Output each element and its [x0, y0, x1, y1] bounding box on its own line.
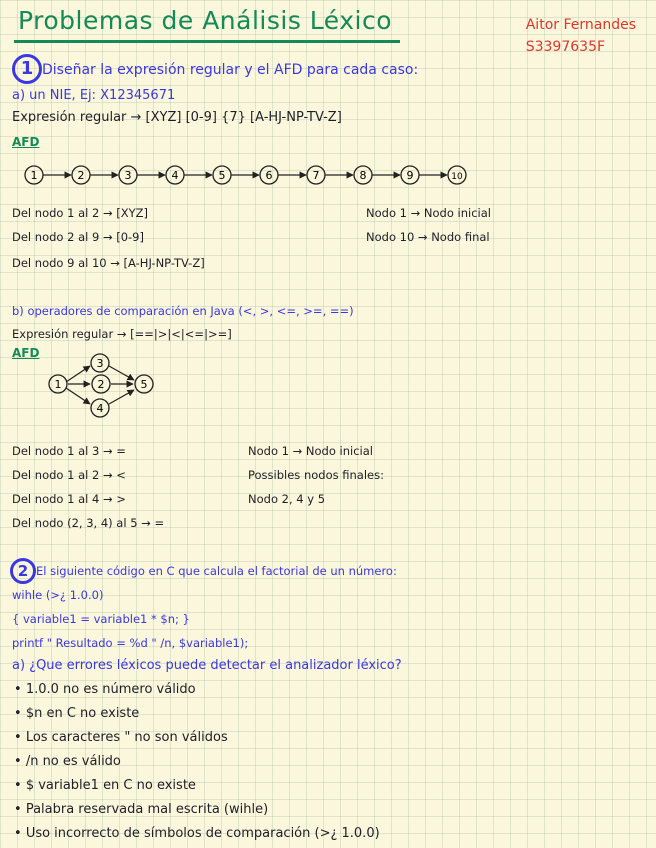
nie-node-label: 10: [451, 172, 463, 182]
part-a-transition-2: Del nodo 2 al 9 → [0-9]: [12, 230, 144, 244]
edge-1-4: [66, 388, 90, 404]
part-b-transition-2: Del nodo 1 al 2 → <: [12, 468, 126, 482]
title-underline: [14, 40, 400, 43]
part-a-regex: Expresión regular → [XYZ] [0-9] {7} [A-HJ-NP-TV-Z]: [12, 110, 342, 125]
part-a-transition-3: Del nodo 9 al 10 → [A-HJ-NP-TV-Z]: [12, 256, 205, 270]
answer-text: Los caracteres " no son válidos: [25, 730, 228, 745]
node-1-label: 1: [54, 378, 62, 391]
answer-item: [14, 778, 196, 793]
part-b-heading: b) operadores de comparación en Java (<, >, <=, >=, ==): [12, 304, 354, 318]
code-line-3: printf " Resultado = %d " /n, $variable1);: [12, 636, 249, 650]
nie-node-label: 4: [171, 169, 179, 182]
problem-2-statement: El siguiente código en C que calcula el factorial de un número:: [36, 564, 397, 578]
nie-node-label: 7: [312, 169, 320, 182]
answer-item: [14, 802, 268, 817]
answer-text: $n en C no existe: [25, 706, 140, 721]
part-b-transition-1: Del nodo 1 al 3 → =: [12, 444, 126, 458]
bullet-icon: •: [14, 706, 26, 721]
node-3-label: 3: [96, 357, 104, 370]
node-5-label: 5: [140, 378, 148, 391]
part-b-note-final-nodes: Nodo 2, 4 y 5: [248, 492, 326, 506]
edge-4-5: [109, 390, 134, 404]
part-b-afd-label: AFD: [12, 346, 40, 360]
problem-2-question: a) ¿Que errores léxicos puede detectar el analizador léxico?: [12, 658, 402, 673]
author-block: [526, 14, 636, 58]
code-line-1: wihle (>¿ 1.0.0): [12, 588, 104, 602]
bullet-icon: •: [14, 730, 26, 745]
part-a-note-final: Nodo 10 → Nodo final: [366, 230, 490, 244]
answer-item: [14, 706, 139, 721]
answer-text: Palabra reservada mal escrita (wihle): [25, 802, 269, 817]
author-id: S3397635F: [525, 39, 606, 55]
bullet-icon: •: [14, 754, 26, 769]
answer-item: [14, 730, 228, 745]
part-a-transition-1: Del nodo 1 al 2 → [XYZ]: [12, 206, 148, 220]
part-b-transition-3: Del nodo 1 al 4 → >: [12, 492, 126, 506]
bullet-icon: •: [14, 778, 26, 793]
page-title: Problemas de Análisis Léxico: [18, 6, 393, 35]
nie-node-label: 1: [30, 169, 38, 182]
answer-item: [14, 754, 121, 769]
nie-node-label: 3: [124, 169, 132, 182]
part-a-heading: a) un NIE, Ej: X12345671: [12, 88, 176, 103]
author-name: Aitor Fernandes: [525, 17, 636, 33]
edge-3-5: [109, 366, 134, 380]
code-line-2: { variable1 = variable1 * $n; }: [12, 612, 190, 626]
part-b-regex: Expresión regular → [==|>|<|<=|>=]: [12, 327, 232, 341]
nie-automaton-diagram: [0, 160, 656, 190]
bullet-icon: •: [14, 826, 26, 841]
part-a-note-initial: Nodo 1 → Nodo inicial: [366, 206, 491, 220]
comparison-automaton-diagram: [30, 352, 180, 422]
problem-1-statement: Diseñar la expresión regular y el AFD para cada caso:: [42, 62, 419, 78]
nie-node-label: 6: [265, 169, 273, 182]
problem-2-number: 2: [10, 558, 36, 584]
nie-node-label: 9: [406, 169, 414, 182]
node-2-label: 2: [97, 378, 105, 391]
part-b-note-initial: Nodo 1 → Nodo inicial: [248, 444, 373, 458]
part-b-note-finals: Possibles nodos finales:: [248, 468, 384, 482]
nie-node-label: 8: [359, 169, 367, 182]
edge-1-3: [66, 366, 90, 382]
problem-1-number: 1: [12, 54, 42, 84]
node-4-label: 4: [96, 402, 104, 415]
part-b-transition-4: Del nodo (2, 3, 4) al 5 → =: [12, 516, 165, 530]
answer-item: [14, 682, 196, 697]
answer-text: /n no es válido: [25, 754, 121, 769]
answer-text: 1.0.0 no es número válido: [25, 682, 196, 697]
bullet-icon: •: [14, 682, 26, 697]
part-a-afd-label: AFD: [12, 135, 40, 149]
answer-text: $ variable1 en C no existe: [25, 778, 196, 793]
answer-item: [14, 826, 380, 841]
nie-node-label: 5: [218, 169, 226, 182]
bullet-icon: •: [14, 802, 26, 817]
answer-text: Uso incorrecto de símbolos de comparación (>¿ 1.0.0): [25, 826, 380, 841]
nie-node-label: 2: [77, 169, 85, 182]
